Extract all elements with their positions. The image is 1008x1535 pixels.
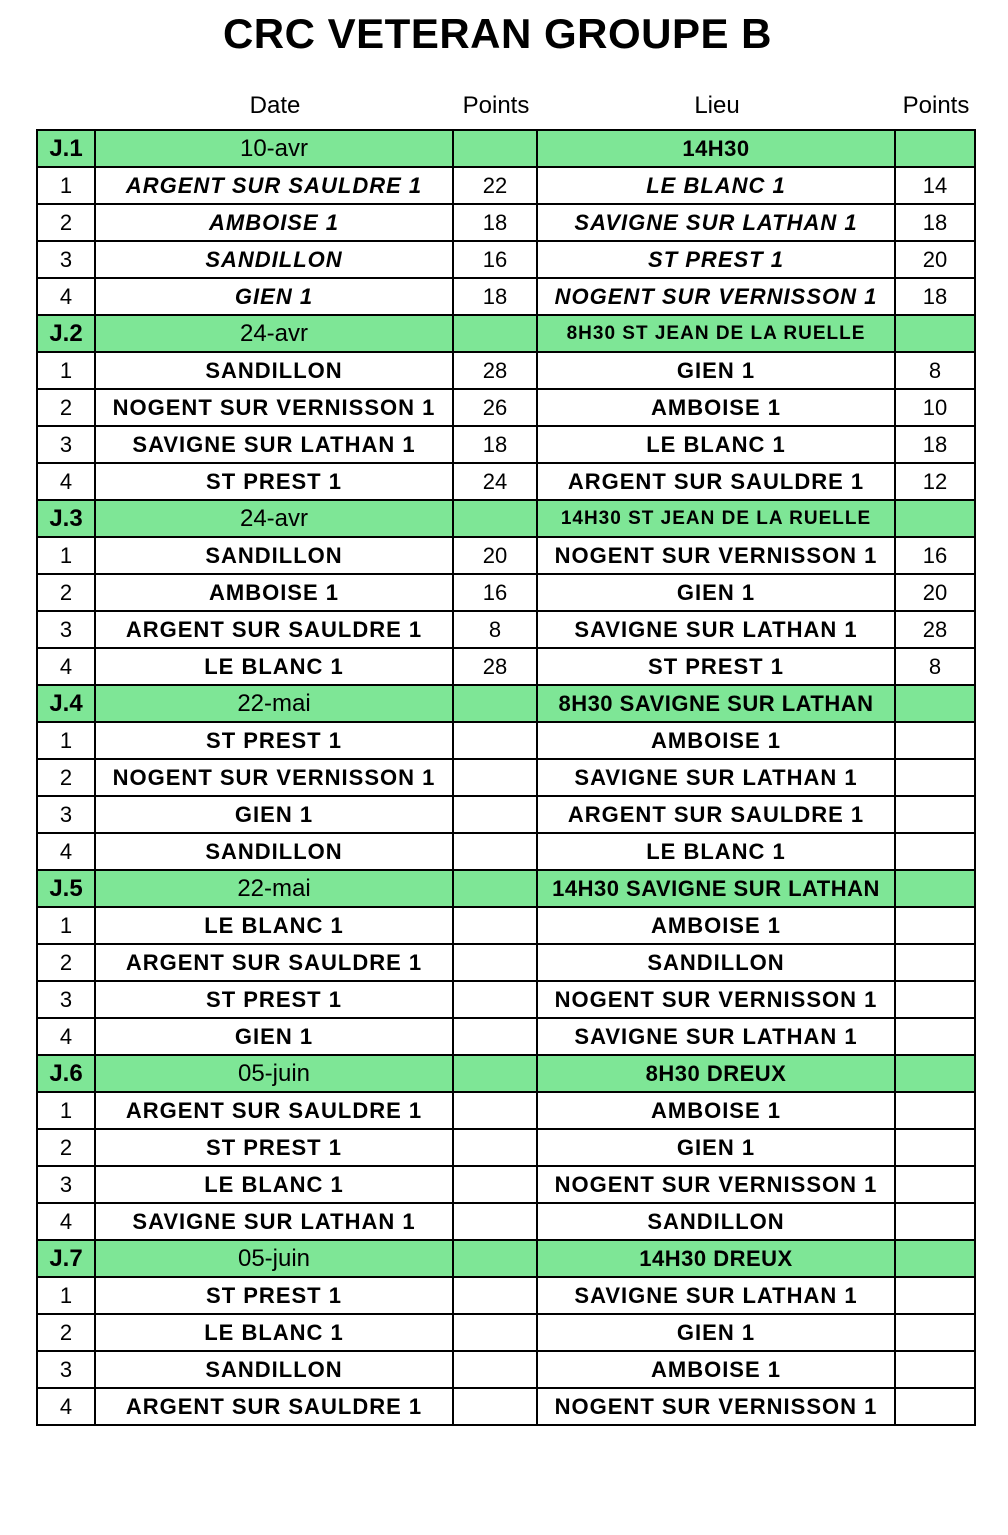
home-points [453, 1129, 537, 1166]
home-points: 20 [453, 537, 537, 574]
match-number: 1 [37, 167, 95, 204]
round-points-blank [453, 1055, 537, 1092]
away-points: 12 [895, 463, 975, 500]
home-team: ST PREST 1 [95, 981, 453, 1018]
away-team: GIEN 1 [537, 1129, 895, 1166]
match-number: 1 [37, 722, 95, 759]
away-points [895, 1166, 975, 1203]
match-row [37, 1018, 975, 1055]
home-points [453, 1203, 537, 1240]
away-team: SAVIGNE SUR LATHAN 1 [537, 759, 895, 796]
match-row [37, 463, 975, 500]
round-lieu: 8H30 ST JEAN DE LA RUELLE [537, 315, 895, 352]
home-team: GIEN 1 [95, 1018, 453, 1055]
home-points [453, 907, 537, 944]
away-team: NOGENT SUR VERNISSON 1 [537, 1166, 895, 1203]
round-points-blank [895, 1240, 975, 1277]
away-team: ST PREST 1 [537, 648, 895, 685]
away-team: GIEN 1 [537, 1314, 895, 1351]
match-number: 1 [37, 1277, 95, 1314]
home-team: LE BLANC 1 [95, 907, 453, 944]
match-number: 2 [37, 574, 95, 611]
away-team: LE BLANC 1 [537, 833, 895, 870]
away-team: AMBOISE 1 [537, 1092, 895, 1129]
away-team: ARGENT SUR SAULDRE 1 [537, 796, 895, 833]
away-points [895, 796, 975, 833]
match-row [37, 352, 975, 389]
away-team: AMBOISE 1 [537, 722, 895, 759]
home-team: SANDILLON [95, 537, 453, 574]
away-team: SAVIGNE SUR LATHAN 1 [537, 1018, 895, 1055]
away-points [895, 759, 975, 796]
away-points [895, 1203, 975, 1240]
round-label: J.5 [37, 870, 95, 907]
round-label: J.3 [37, 500, 95, 537]
round-date: 24-avr [95, 500, 453, 537]
round-label: J.1 [37, 130, 95, 167]
away-points [895, 722, 975, 759]
away-team: LE BLANC 1 [537, 426, 895, 463]
home-points [453, 1314, 537, 1351]
match-number: 3 [37, 611, 95, 648]
match-number: 4 [37, 833, 95, 870]
match-number: 3 [37, 1351, 95, 1388]
home-team: SAVIGNE SUR LATHAN 1 [95, 426, 453, 463]
match-number: 4 [37, 278, 95, 315]
home-points: 26 [453, 389, 537, 426]
away-points [895, 1092, 975, 1129]
home-points: 18 [453, 204, 537, 241]
match-row [37, 611, 975, 648]
schedule-table [36, 129, 976, 1426]
column-header-points-home: Points [462, 92, 530, 119]
round-points-blank [895, 315, 975, 352]
match-row [37, 981, 975, 1018]
round-label: J.2 [37, 315, 95, 352]
match-row [37, 648, 975, 685]
round-header-row [37, 1240, 975, 1277]
away-team: NOGENT SUR VERNISSON 1 [537, 1388, 895, 1425]
match-number: 2 [37, 204, 95, 241]
match-number: 2 [37, 759, 95, 796]
away-points [895, 1351, 975, 1388]
match-row [37, 426, 975, 463]
home-team: GIEN 1 [95, 278, 453, 315]
column-header-lieu: Lieu [694, 92, 740, 119]
home-points [453, 944, 537, 981]
away-points [895, 1388, 975, 1425]
match-row [37, 537, 975, 574]
column-headers [38, 92, 976, 124]
away-points [895, 907, 975, 944]
home-points: 28 [453, 352, 537, 389]
home-points: 24 [453, 463, 537, 500]
match-number: 4 [37, 648, 95, 685]
match-row [37, 796, 975, 833]
away-team: SAVIGNE SUR LATHAN 1 [537, 1277, 895, 1314]
match-row [37, 574, 975, 611]
away-team: AMBOISE 1 [537, 907, 895, 944]
round-header-row [37, 685, 975, 722]
home-team: ARGENT SUR SAULDRE 1 [95, 1388, 453, 1425]
home-points: 8 [453, 611, 537, 648]
round-date: 05-juin [95, 1240, 453, 1277]
home-team: NOGENT SUR VERNISSON 1 [95, 759, 453, 796]
round-lieu: 14H30 SAVIGNE SUR LATHAN [537, 870, 895, 907]
home-points: 22 [453, 167, 537, 204]
match-number: 2 [37, 1314, 95, 1351]
match-number: 1 [37, 537, 95, 574]
home-points: 18 [453, 278, 537, 315]
away-points: 18 [895, 278, 975, 315]
match-row [37, 907, 975, 944]
home-team: ARGENT SUR SAULDRE 1 [95, 611, 453, 648]
away-team: SAVIGNE SUR LATHAN 1 [537, 611, 895, 648]
home-points [453, 1277, 537, 1314]
match-row [37, 278, 975, 315]
round-header-row [37, 315, 975, 352]
home-team: AMBOISE 1 [95, 204, 453, 241]
match-row [37, 1166, 975, 1203]
away-team: SAVIGNE SUR LATHAN 1 [537, 204, 895, 241]
round-points-blank [453, 315, 537, 352]
match-number: 2 [37, 389, 95, 426]
home-points [453, 1388, 537, 1425]
home-team: GIEN 1 [95, 796, 453, 833]
round-points-blank [453, 685, 537, 722]
match-row [37, 1388, 975, 1425]
round-date: 05-juin [95, 1055, 453, 1092]
match-row [37, 1203, 975, 1240]
round-points-blank [895, 130, 975, 167]
page-title: CRC VETERAN GROUPE B [222, 10, 773, 57]
home-points [453, 833, 537, 870]
round-lieu: 14H30 ST JEAN DE LA RUELLE [537, 500, 895, 537]
round-header-row [37, 500, 975, 537]
away-team: SANDILLON [537, 1203, 895, 1240]
home-points: 18 [453, 426, 537, 463]
home-team: LE BLANC 1 [95, 1314, 453, 1351]
match-row [37, 389, 975, 426]
away-points: 14 [895, 167, 975, 204]
round-lieu: 8H30 SAVIGNE SUR LATHAN [537, 685, 895, 722]
home-points [453, 722, 537, 759]
home-points: 16 [453, 241, 537, 278]
round-lieu: 14H30 [537, 130, 895, 167]
match-row [37, 204, 975, 241]
match-number: 3 [37, 981, 95, 1018]
home-team: ARGENT SUR SAULDRE 1 [95, 167, 453, 204]
match-number: 1 [37, 907, 95, 944]
away-team: ARGENT SUR SAULDRE 1 [537, 463, 895, 500]
match-number: 4 [37, 463, 95, 500]
away-points: 10 [895, 389, 975, 426]
round-date: 24-avr [95, 315, 453, 352]
home-team: ST PREST 1 [95, 722, 453, 759]
match-number: 2 [37, 944, 95, 981]
round-header-row [37, 1055, 975, 1092]
round-points-blank [895, 1055, 975, 1092]
match-number: 3 [37, 241, 95, 278]
away-team: NOGENT SUR VERNISSON 1 [537, 278, 895, 315]
match-number: 4 [37, 1018, 95, 1055]
match-number: 2 [37, 1129, 95, 1166]
home-team: ARGENT SUR SAULDRE 1 [95, 944, 453, 981]
match-number: 3 [37, 426, 95, 463]
match-number: 4 [37, 1388, 95, 1425]
round-lieu: 14H30 DREUX [537, 1240, 895, 1277]
round-label: J.7 [37, 1240, 95, 1277]
home-points: 16 [453, 574, 537, 611]
home-team: SANDILLON [95, 352, 453, 389]
home-team: SANDILLON [95, 833, 453, 870]
round-points-blank [453, 500, 537, 537]
round-date: 22-mai [95, 685, 453, 722]
away-points [895, 1018, 975, 1055]
away-points [895, 833, 975, 870]
home-team: SANDILLON [95, 241, 453, 278]
away-points: 20 [895, 574, 975, 611]
round-label: J.6 [37, 1055, 95, 1092]
away-points: 20 [895, 241, 975, 278]
match-row [37, 722, 975, 759]
match-row [37, 1314, 975, 1351]
match-number: 4 [37, 1203, 95, 1240]
away-team: ST PREST 1 [537, 241, 895, 278]
away-team: LE BLANC 1 [537, 167, 895, 204]
round-points-blank [895, 500, 975, 537]
away-team: AMBOISE 1 [537, 389, 895, 426]
round-header-row [37, 130, 975, 167]
away-points: 8 [895, 352, 975, 389]
round-date: 10-avr [95, 130, 453, 167]
home-team: NOGENT SUR VERNISSON 1 [95, 389, 453, 426]
home-team: ARGENT SUR SAULDRE 1 [95, 1092, 453, 1129]
match-number: 1 [37, 352, 95, 389]
home-team: ST PREST 1 [95, 463, 453, 500]
home-points: 28 [453, 648, 537, 685]
home-points [453, 759, 537, 796]
away-points: 18 [895, 204, 975, 241]
home-points [453, 1166, 537, 1203]
away-points: 28 [895, 611, 975, 648]
away-team: AMBOISE 1 [537, 1351, 895, 1388]
home-points [453, 1018, 537, 1055]
away-points [895, 1129, 975, 1166]
home-points [453, 796, 537, 833]
match-row [37, 1277, 975, 1314]
away-points [895, 1314, 975, 1351]
home-team: ST PREST 1 [95, 1129, 453, 1166]
away-team: GIEN 1 [537, 574, 895, 611]
home-team: LE BLANC 1 [95, 1166, 453, 1203]
away-points [895, 1277, 975, 1314]
match-number: 3 [37, 796, 95, 833]
away-points: 18 [895, 426, 975, 463]
column-header-points-away: Points [902, 92, 970, 119]
home-team: LE BLANC 1 [95, 648, 453, 685]
match-row [37, 167, 975, 204]
away-points: 16 [895, 537, 975, 574]
round-header-row [37, 870, 975, 907]
match-row [37, 241, 975, 278]
round-points-blank [453, 130, 537, 167]
round-lieu: 8H30 DREUX [537, 1055, 895, 1092]
match-number: 3 [37, 1166, 95, 1203]
column-header-date: Date [249, 92, 301, 119]
away-team: NOGENT SUR VERNISSON 1 [537, 537, 895, 574]
away-points [895, 944, 975, 981]
home-team: ST PREST 1 [95, 1277, 453, 1314]
round-points-blank [453, 1240, 537, 1277]
home-points [453, 1092, 537, 1129]
home-team: AMBOISE 1 [95, 574, 453, 611]
away-points [895, 981, 975, 1018]
away-points: 8 [895, 648, 975, 685]
away-team: NOGENT SUR VERNISSON 1 [537, 981, 895, 1018]
round-date: 22-mai [95, 870, 453, 907]
match-number: 1 [37, 1092, 95, 1129]
home-team: SANDILLON [95, 1351, 453, 1388]
match-row [37, 1129, 975, 1166]
match-row [37, 944, 975, 981]
match-row [37, 833, 975, 870]
round-points-blank [453, 870, 537, 907]
round-points-blank [895, 870, 975, 907]
match-row [37, 1092, 975, 1129]
home-points [453, 981, 537, 1018]
away-team: GIEN 1 [537, 352, 895, 389]
match-row [37, 1351, 975, 1388]
round-points-blank [895, 685, 975, 722]
round-label: J.4 [37, 685, 95, 722]
match-row [37, 759, 975, 796]
home-team: SAVIGNE SUR LATHAN 1 [95, 1203, 453, 1240]
away-team: SANDILLON [537, 944, 895, 981]
home-points [453, 1351, 537, 1388]
